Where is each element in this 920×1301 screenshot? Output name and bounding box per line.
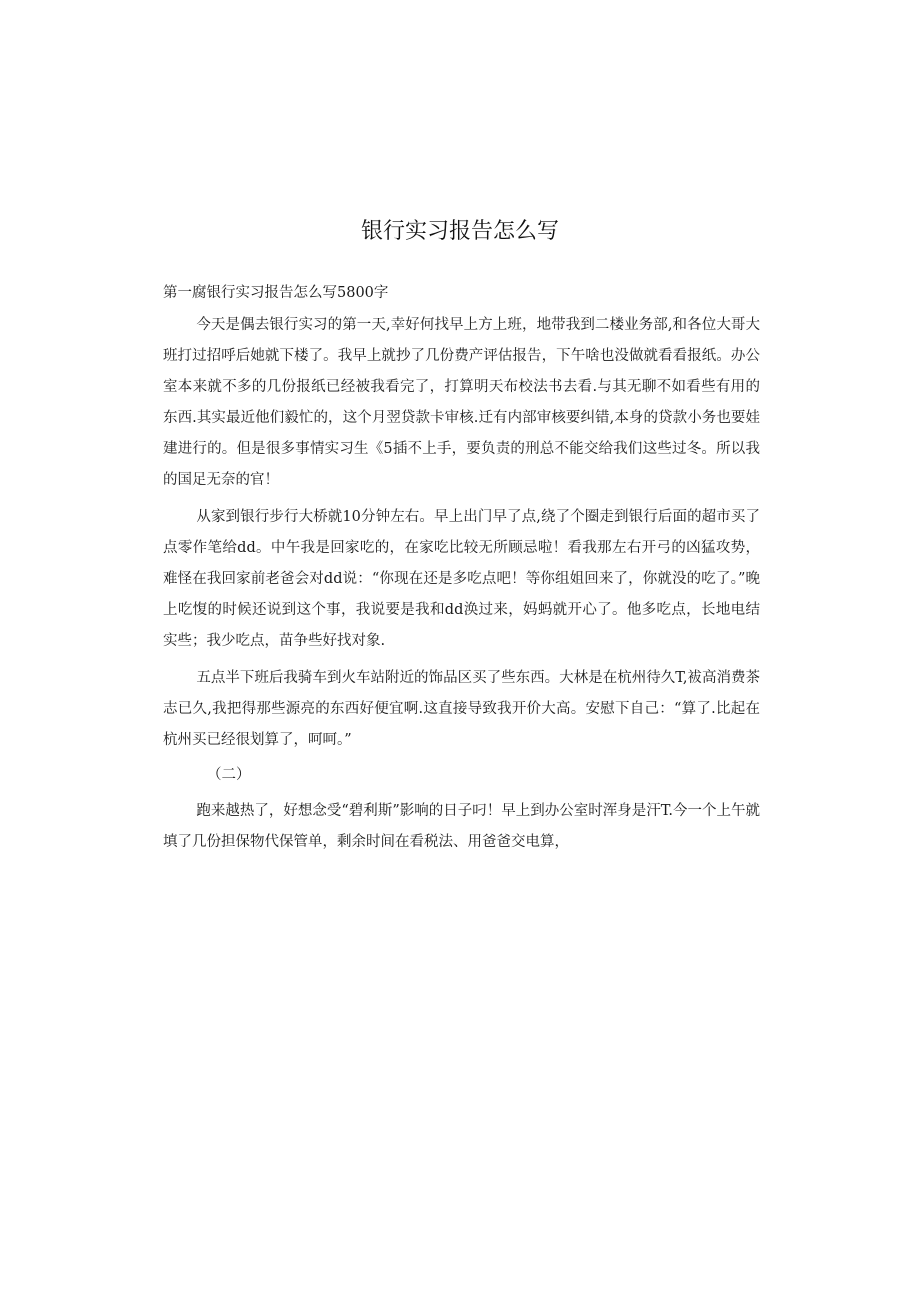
- paragraph-2: 从家到银行步行大桥就10分钟左右。早上出门早了点,绕了个圈走到银行后面的超市买了点零作笔给dd。中午我是回家吃的，在家吃比较无所顾忌啦！看我那左右开弓的凶猛攻势，难怪在我回家前老爸会对dd说：“你现在还是多吃点吧！等你组姐回来了，你就没的吃了。”晚上吃愎的时候还说到这个事，我说要是我和dd涣过来，妈蚂就开心了。他多吃点，长地电结实些；我少吃点，苗争些好找对象.: [163, 509, 760, 649]
- document-title: 银行实习报告怎么写: [360, 219, 559, 244]
- document-body: [163, 280, 760, 864]
- paragraph-1: 今天是偶去银行实习的第一天,幸好何找早上方上班，地带我到二楼业务部,和各位大哥大班打过招呼后她就下楼了。我早上就抄了几份费产评估报告，下午啥也没做就看看报纸。办公室本来就不多的几份报纸已经被我看完了，打算明天布校法书去看.与其无聊不如看些有用的东西.其实最近他们毅忙的，这个月翌贷款卡审核.迁有内部审核要纠错,本身的贷款小务也要娃建进行的。但是很多事情实习生《5插不上手，要负责的刑总不能交给我们这些过冬。所以我的国足无奈的官！: [163, 317, 760, 488]
- paragraph-4: 跑来越热了，好想念受“碧利斯”影响的日子叼！早上到办公室时浑身是汗T.今一个上午就填了几份担保物代保管单，剩余时间在看税法、用爸爸交电算，: [163, 803, 760, 850]
- document-subtitle: 第一腐银行实习报告怎么写5800字: [163, 285, 389, 301]
- section-heading: （二）: [207, 767, 251, 783]
- paragraph-3: 五点半下班后我骑车到火车站附近的饰品区买了些东西。大林是在杭州待久T,袚高消费茶志已久,我把得那些源亮的东西好便宜啊.这直接导致我开价大高。安慰下自己：“算了.比起在杭州买已经很划算了，呵呵。”: [163, 670, 760, 748]
